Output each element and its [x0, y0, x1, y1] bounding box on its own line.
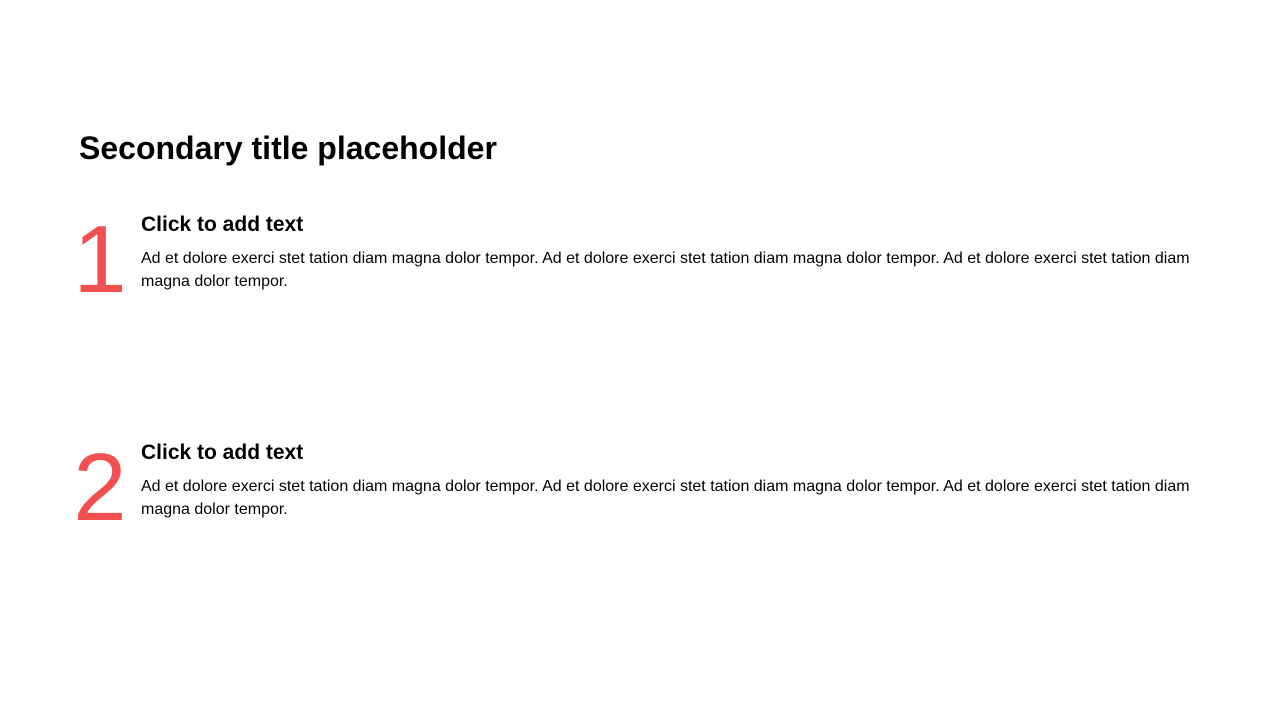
item-heading-2[interactable]: Click to add text	[141, 441, 304, 464]
list-item-1	[0, 206, 1280, 330]
page-title[interactable]: Secondary title placeholder	[79, 130, 497, 166]
item-number-2: 2	[73, 434, 127, 541]
item-heading-1[interactable]: Click to add text	[141, 213, 304, 236]
item-body-2[interactable]: Ad et dolore exerci stet tation diam magna dolor tempor. Ad et dolore exerci stet tation diam magna dolor tempor. Ad et dolore exerci stet tation diam magna dolor tempor.	[141, 478, 1190, 518]
item-body-1[interactable]: Ad et dolore exerci stet tation diam magna dolor tempor. Ad et dolore exerci stet tation diam magna dolor tempor. Ad et dolore exerci stet tation diam magna dolor tempor.	[141, 250, 1190, 290]
item-number-1: 1	[73, 206, 127, 313]
list-item-2	[0, 434, 1280, 558]
